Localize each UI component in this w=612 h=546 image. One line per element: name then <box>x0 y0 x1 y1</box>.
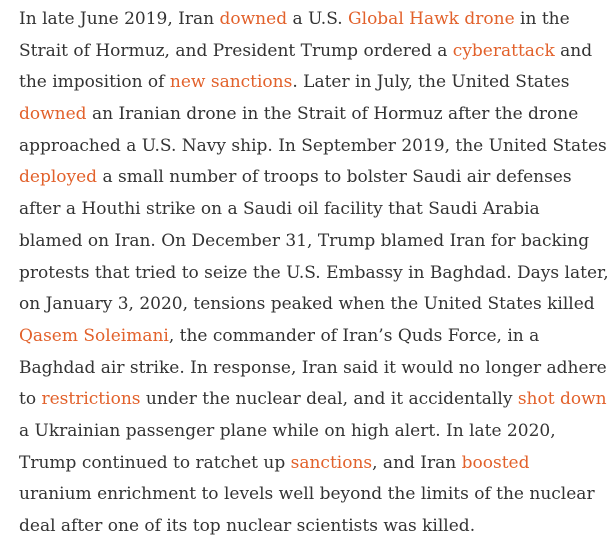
text-line <box>19 99 604 131</box>
text-line <box>19 67 604 99</box>
text-line <box>19 258 609 290</box>
inline-link[interactable]: cyberattack <box>452 40 555 61</box>
text-line <box>19 226 604 258</box>
text-line <box>19 479 604 511</box>
inline-link[interactable]: new sanctions <box>169 72 293 93</box>
text-segment: an Iranian drone in the Strait of Hormuz after the drone <box>86 104 579 125</box>
inline-link[interactable]: downed <box>19 104 87 125</box>
text-segment: to <box>19 389 42 410</box>
text-segment: the imposition of <box>19 72 170 93</box>
text-line <box>19 289 604 321</box>
inline-link[interactable]: boosted <box>461 452 530 473</box>
text-segment: approached a U.S. Navy ship. In September 2019, the United States <box>19 135 607 156</box>
text-line <box>19 416 604 448</box>
text-line <box>19 511 604 543</box>
text-segment: a U.S. <box>287 9 349 29</box>
inline-link[interactable]: Qasem Soleimani <box>19 325 169 346</box>
text-segment: a Ukrainian passenger plane while on high alert. In late 2020, <box>19 420 556 441</box>
text-line <box>19 194 604 226</box>
inline-link[interactable]: downed <box>219 9 288 29</box>
text-segment: . Later in July, the United States <box>292 72 570 93</box>
text-segment: In late June 2019, Iran <box>19 9 220 29</box>
text-segment: blamed on Iran. On December 31, Trump blamed Iran for backing <box>19 230 590 251</box>
text-segment: on January 3, 2020, tensions peaked when the United States killed <box>19 294 595 315</box>
text-segment: Trump continued to ratchet up <box>19 452 291 473</box>
text-line <box>19 353 607 385</box>
text-segment: , the commander of Iran’s Quds Force, in a <box>168 325 540 346</box>
text-segment: deal after one of its top nuclear scientists was killed. <box>19 516 476 536</box>
text-line <box>19 162 604 194</box>
text-segment: protests that tried to seize the U.S. Embassy in Baghdad. Days later, <box>19 262 609 283</box>
text-line <box>19 4 604 36</box>
text-line <box>19 321 604 353</box>
inline-link[interactable]: deployed <box>19 167 98 188</box>
text-segment: Strait of Hormuz, and President Trump ordered a <box>19 40 453 61</box>
text-segment: under the nuclear deal, and it accidentally <box>140 389 518 410</box>
text-line <box>19 36 604 68</box>
text-segment: and <box>554 40 593 61</box>
text-segment: after a Houthi strike on a Saudi oil facility that Saudi Arabia <box>19 199 540 220</box>
text-segment: , and Iran <box>372 452 462 473</box>
text-line <box>19 448 604 480</box>
article-paragraph <box>19 4 609 543</box>
inline-link[interactable]: restrictions <box>41 389 141 410</box>
text-segment: in the <box>514 9 570 29</box>
text-line <box>19 131 607 163</box>
inline-link[interactable]: shot down <box>517 389 607 410</box>
inline-link[interactable]: sanctions <box>290 452 373 473</box>
text-segment: uranium enrichment to levels well beyond the limits of the nuclear <box>19 484 595 505</box>
text-segment: a small number of troops to bolster Saudi air defenses <box>97 167 572 188</box>
inline-link[interactable]: Global Hawk drone <box>348 9 515 29</box>
text-segment: Baghdad air strike. In response, Iran said it would no longer adhere <box>19 357 607 378</box>
text-line <box>19 384 607 416</box>
